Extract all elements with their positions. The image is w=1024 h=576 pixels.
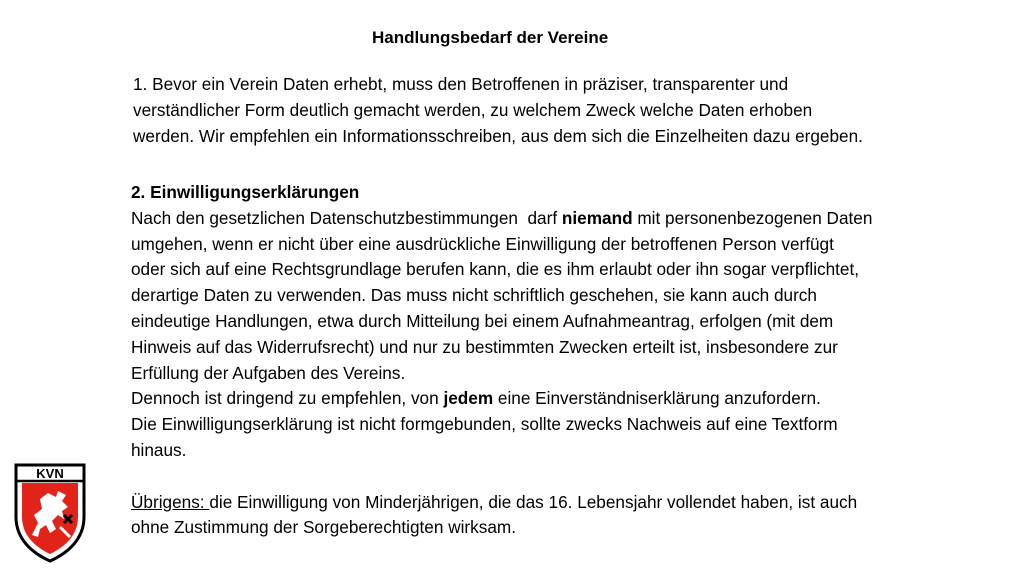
kvn-shield-icon: [12, 463, 88, 563]
paragraph-2-line: Dennoch ist dringend zu empfehlen, von jedem eine Einverständniserklärung anzufordern.: [131, 388, 821, 409]
paragraph-2-line: eindeutige Handlungen, etwa durch Mitteilung bei einem Aufnahmeantrag, erfolgen (mit dem: [131, 310, 834, 331]
paragraph-2-line: Hinweis auf das Widerrufsrecht) und nur zu bestimmten Zwecken erteilt ist, insbesondere zur: [131, 336, 838, 357]
paragraph-1-line: werden. Wir empfehlen ein Informationsschreiben, aus dem sich die Einzelheiten dazu ergeben.: [133, 126, 863, 146]
paragraph-2-line: hinaus.: [131, 439, 187, 460]
paragraph-1-number: 1.: [133, 74, 148, 94]
paragraph-1-line: 1. Bevor ein Verein Daten erhebt, muss den Betroffenen in präziser, transparenter und: [133, 74, 789, 94]
emphasis-niemand: niemand: [561, 207, 633, 228]
paragraph-2-heading: 2. Einwilligungserklärungen: [131, 182, 360, 202]
uebrigens-label: Übrigens:: [131, 491, 210, 512]
paragraph-2-line: derartige Daten zu verwenden. Das muss nicht schriftlich geschehen, sie kann auch durch: [131, 285, 817, 306]
paragraph-2-line: umgehen, wenn er nicht über eine ausdrückliche Einwilligung der betroffenen Person verfügt: [131, 233, 834, 254]
paragraph-1: [133, 71, 973, 149]
kvn-logo-text: KVN: [36, 466, 64, 481]
emphasis-jedem: jedem: [443, 388, 494, 409]
paragraph-2-line: Die Einwilligungserklärung ist nicht formgebunden, sollte zwecks Nachweis auf eine Textform: [131, 414, 838, 435]
paragraph-spacer: [131, 464, 991, 490]
paragraph-1-line: verständlicher Form deutlich gemacht werden, zu welchem Zweck welche Daten erhoben: [133, 100, 813, 120]
kvn-logo: [12, 463, 88, 563]
paragraph-2-line: Übrigens: die Einwilligung von Minderjährigen, die das 16. Lebensjahr vollendet haben, ist auch: [131, 491, 858, 512]
paragraph-2: [131, 180, 991, 541]
slide-title: Handlungsbedarf der Vereine: [372, 28, 609, 47]
paragraph-2-line: Erfüllung der Aufgaben des Vereins.: [131, 362, 406, 383]
paragraph-2-line: oder sich auf eine Rechtsgrundlage berufen kann, die es ihm erlaubt oder ihn sogar verpflichtet,: [131, 259, 860, 280]
paragraph-2-line: Nach den gesetzlichen Datenschutzbestimmungen darf niemand mit personenbezogenen Daten: [131, 207, 873, 228]
paragraph-2-line: ohne Zustimmung der Sorgeberechtigten wirksam.: [131, 517, 516, 538]
